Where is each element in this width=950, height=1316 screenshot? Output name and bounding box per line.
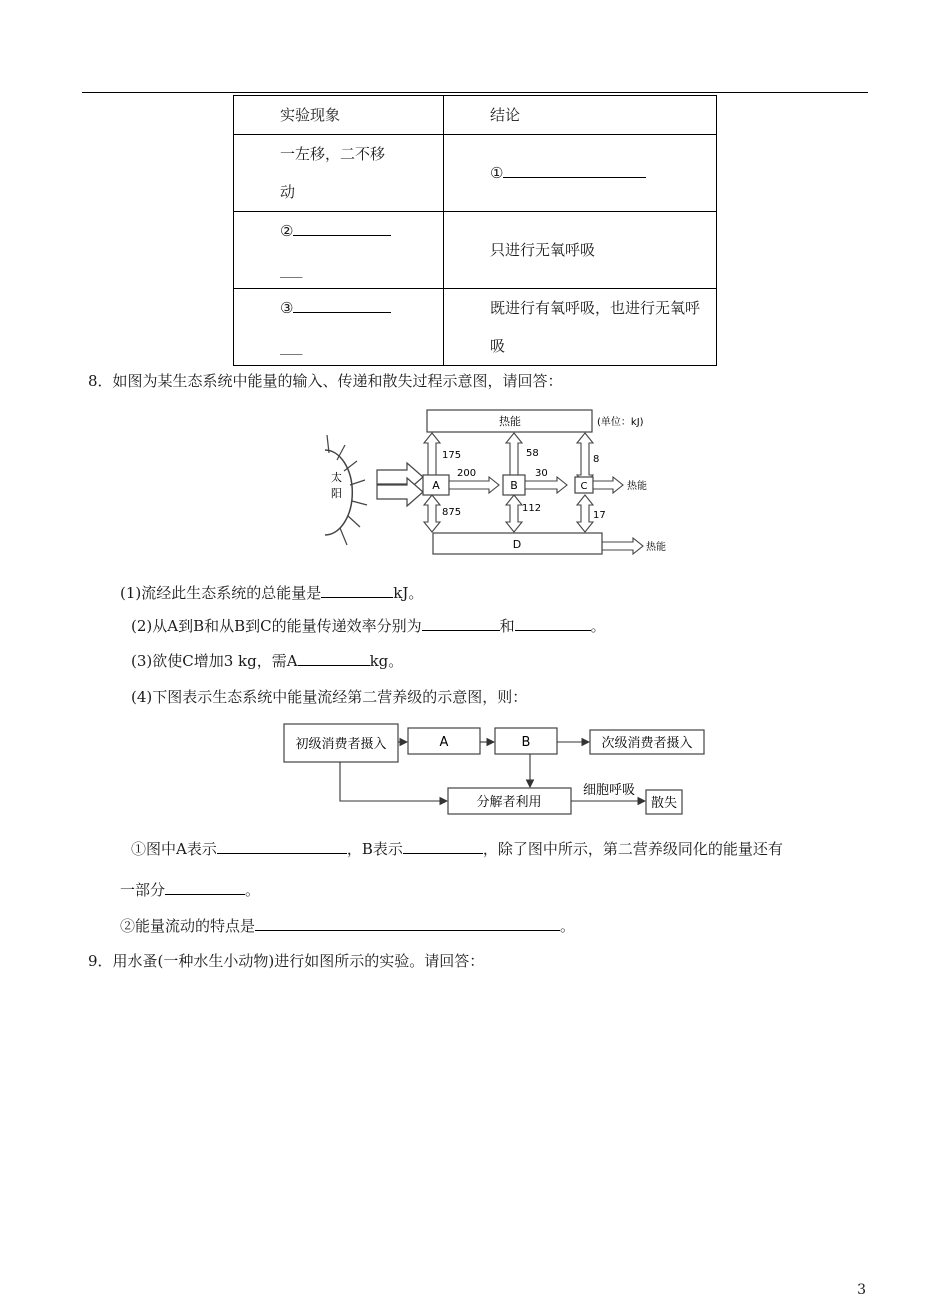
question-9-stem: 9．用水蚤(一种水生小动物)进行如图所示的实验。请回答：: [88, 952, 485, 970]
answer-blank: [255, 917, 560, 932]
blank-mark: ②: [280, 222, 294, 240]
q8-sub4-1-rest: ，除了图中所示，第二营养级同化的能量还有: [482, 840, 783, 858]
q8-sub4-1-b: ，B表示: [346, 840, 403, 858]
q8-sub2-and: 和: [499, 617, 515, 635]
heat-d-label: 热能: [646, 542, 666, 553]
sun-label-2: 阳: [331, 487, 342, 500]
node-d-label: D: [512, 538, 522, 551]
answer-blank: [217, 840, 347, 855]
table-header-row: [234, 96, 717, 135]
conclusion-cell: [444, 135, 717, 212]
unit-label: (单位：kJ): [597, 417, 644, 428]
sun-label-1: 太: [331, 471, 342, 484]
value-label: 30: [535, 468, 548, 479]
phenomenon-cell: [234, 289, 444, 366]
node-b-label: B: [510, 479, 518, 492]
answer-blank: [422, 617, 500, 632]
blank-mark: ①: [490, 164, 504, 182]
conclusion-text: 既进行有氧呼吸，也进行无氧呼: [490, 299, 701, 317]
q8-sub4: (4)下图表示生态系统中能量流经第二营养级的示意图，则：: [131, 688, 528, 706]
phenomenon-text: 一左移，二不移: [280, 145, 386, 163]
table-row: [234, 135, 717, 212]
q8-sub4-1-text: ①图中A表示: [131, 840, 217, 858]
value-label: 875: [442, 507, 462, 518]
q8-sub2-end: 。: [590, 617, 606, 635]
q8-sub4-1: [131, 838, 783, 859]
box-a-label: A: [439, 735, 449, 750]
q8-sub2-text: (2)从A到B和从B到C的能量传递效率分别为: [131, 617, 422, 635]
primary-consumer-label: 初级消费者摄入: [295, 737, 387, 752]
node-a-label: A: [432, 479, 440, 492]
answer-blank: [293, 222, 391, 237]
q8-sub3: [131, 650, 403, 671]
q8-sub4-1-end: 。: [245, 881, 261, 899]
secondary-consumer-label: 次级消费者摄入: [601, 736, 693, 751]
dissipate-label: 散失: [650, 796, 678, 811]
answer-blank: [165, 881, 245, 896]
phenomenon-cell: [234, 135, 444, 212]
q8-sub3-unit: kg。: [369, 652, 404, 670]
answer-blank: [515, 617, 591, 632]
table-header-conclusion: 结论: [444, 96, 717, 135]
value-label: 200: [457, 468, 477, 479]
table-row: [234, 212, 717, 289]
value-label: 58: [526, 448, 539, 459]
value-label: 175: [442, 450, 462, 461]
blank-mark: ③: [280, 299, 294, 317]
phenomenon-text-cont: 动: [280, 183, 296, 201]
conclusion-cell: 只进行无氧呼吸: [444, 212, 717, 289]
decomposer-label: 分解者利用: [476, 795, 542, 810]
blank-continuation: ___: [280, 337, 303, 355]
page-number: 3: [857, 1282, 866, 1298]
blank-continuation: ___: [280, 260, 303, 278]
q8-sub4-2: [120, 915, 575, 936]
question-8-stem: 8．如图为某生态系统中能量的输入、传递和散失过程示意图，请回答：: [88, 372, 563, 390]
value-label: 8: [593, 454, 600, 465]
answer-blank: [298, 652, 370, 667]
second-trophic-level-diagram: [280, 718, 710, 820]
heat-box-label: 热能: [499, 415, 521, 428]
heat-c-label: 热能: [627, 481, 647, 492]
q8-sub1-text: (1)流经此生态系统的总能量是: [120, 584, 322, 602]
answer-blank: [321, 584, 393, 599]
conclusion-cell: [444, 289, 717, 366]
box-b-label: B: [521, 735, 531, 750]
answer-blank: [293, 299, 391, 314]
value-label: 17: [593, 510, 606, 521]
answer-blank: [403, 840, 483, 855]
results-table: [233, 95, 717, 366]
header-rule: [82, 92, 868, 93]
table-header-phenomenon: 实验现象: [234, 96, 444, 135]
energy-flow-diagram: [315, 405, 695, 560]
table-row: [234, 289, 717, 366]
phenomenon-cell: [234, 212, 444, 289]
q8-sub2: [131, 615, 606, 636]
q8-sub4-2-text: ②能量流动的特点是: [120, 917, 256, 935]
node-c-label: C: [580, 481, 588, 492]
q8-sub4-1-cont-text: 一部分: [120, 881, 166, 899]
respiration-label: 细胞呼吸: [582, 783, 636, 798]
q8-sub1-unit: kJ。: [393, 584, 424, 602]
answer-blank: [503, 164, 646, 179]
q8-sub4-1-cont: [120, 879, 260, 900]
q8-sub1: [120, 582, 423, 603]
q8-sub4-2-end: 。: [560, 917, 576, 935]
value-label: 112: [522, 503, 542, 514]
q8-sub3-text: (3)欲使C增加3 kg，需A: [131, 652, 298, 670]
conclusion-text-cont: 吸: [490, 337, 506, 355]
